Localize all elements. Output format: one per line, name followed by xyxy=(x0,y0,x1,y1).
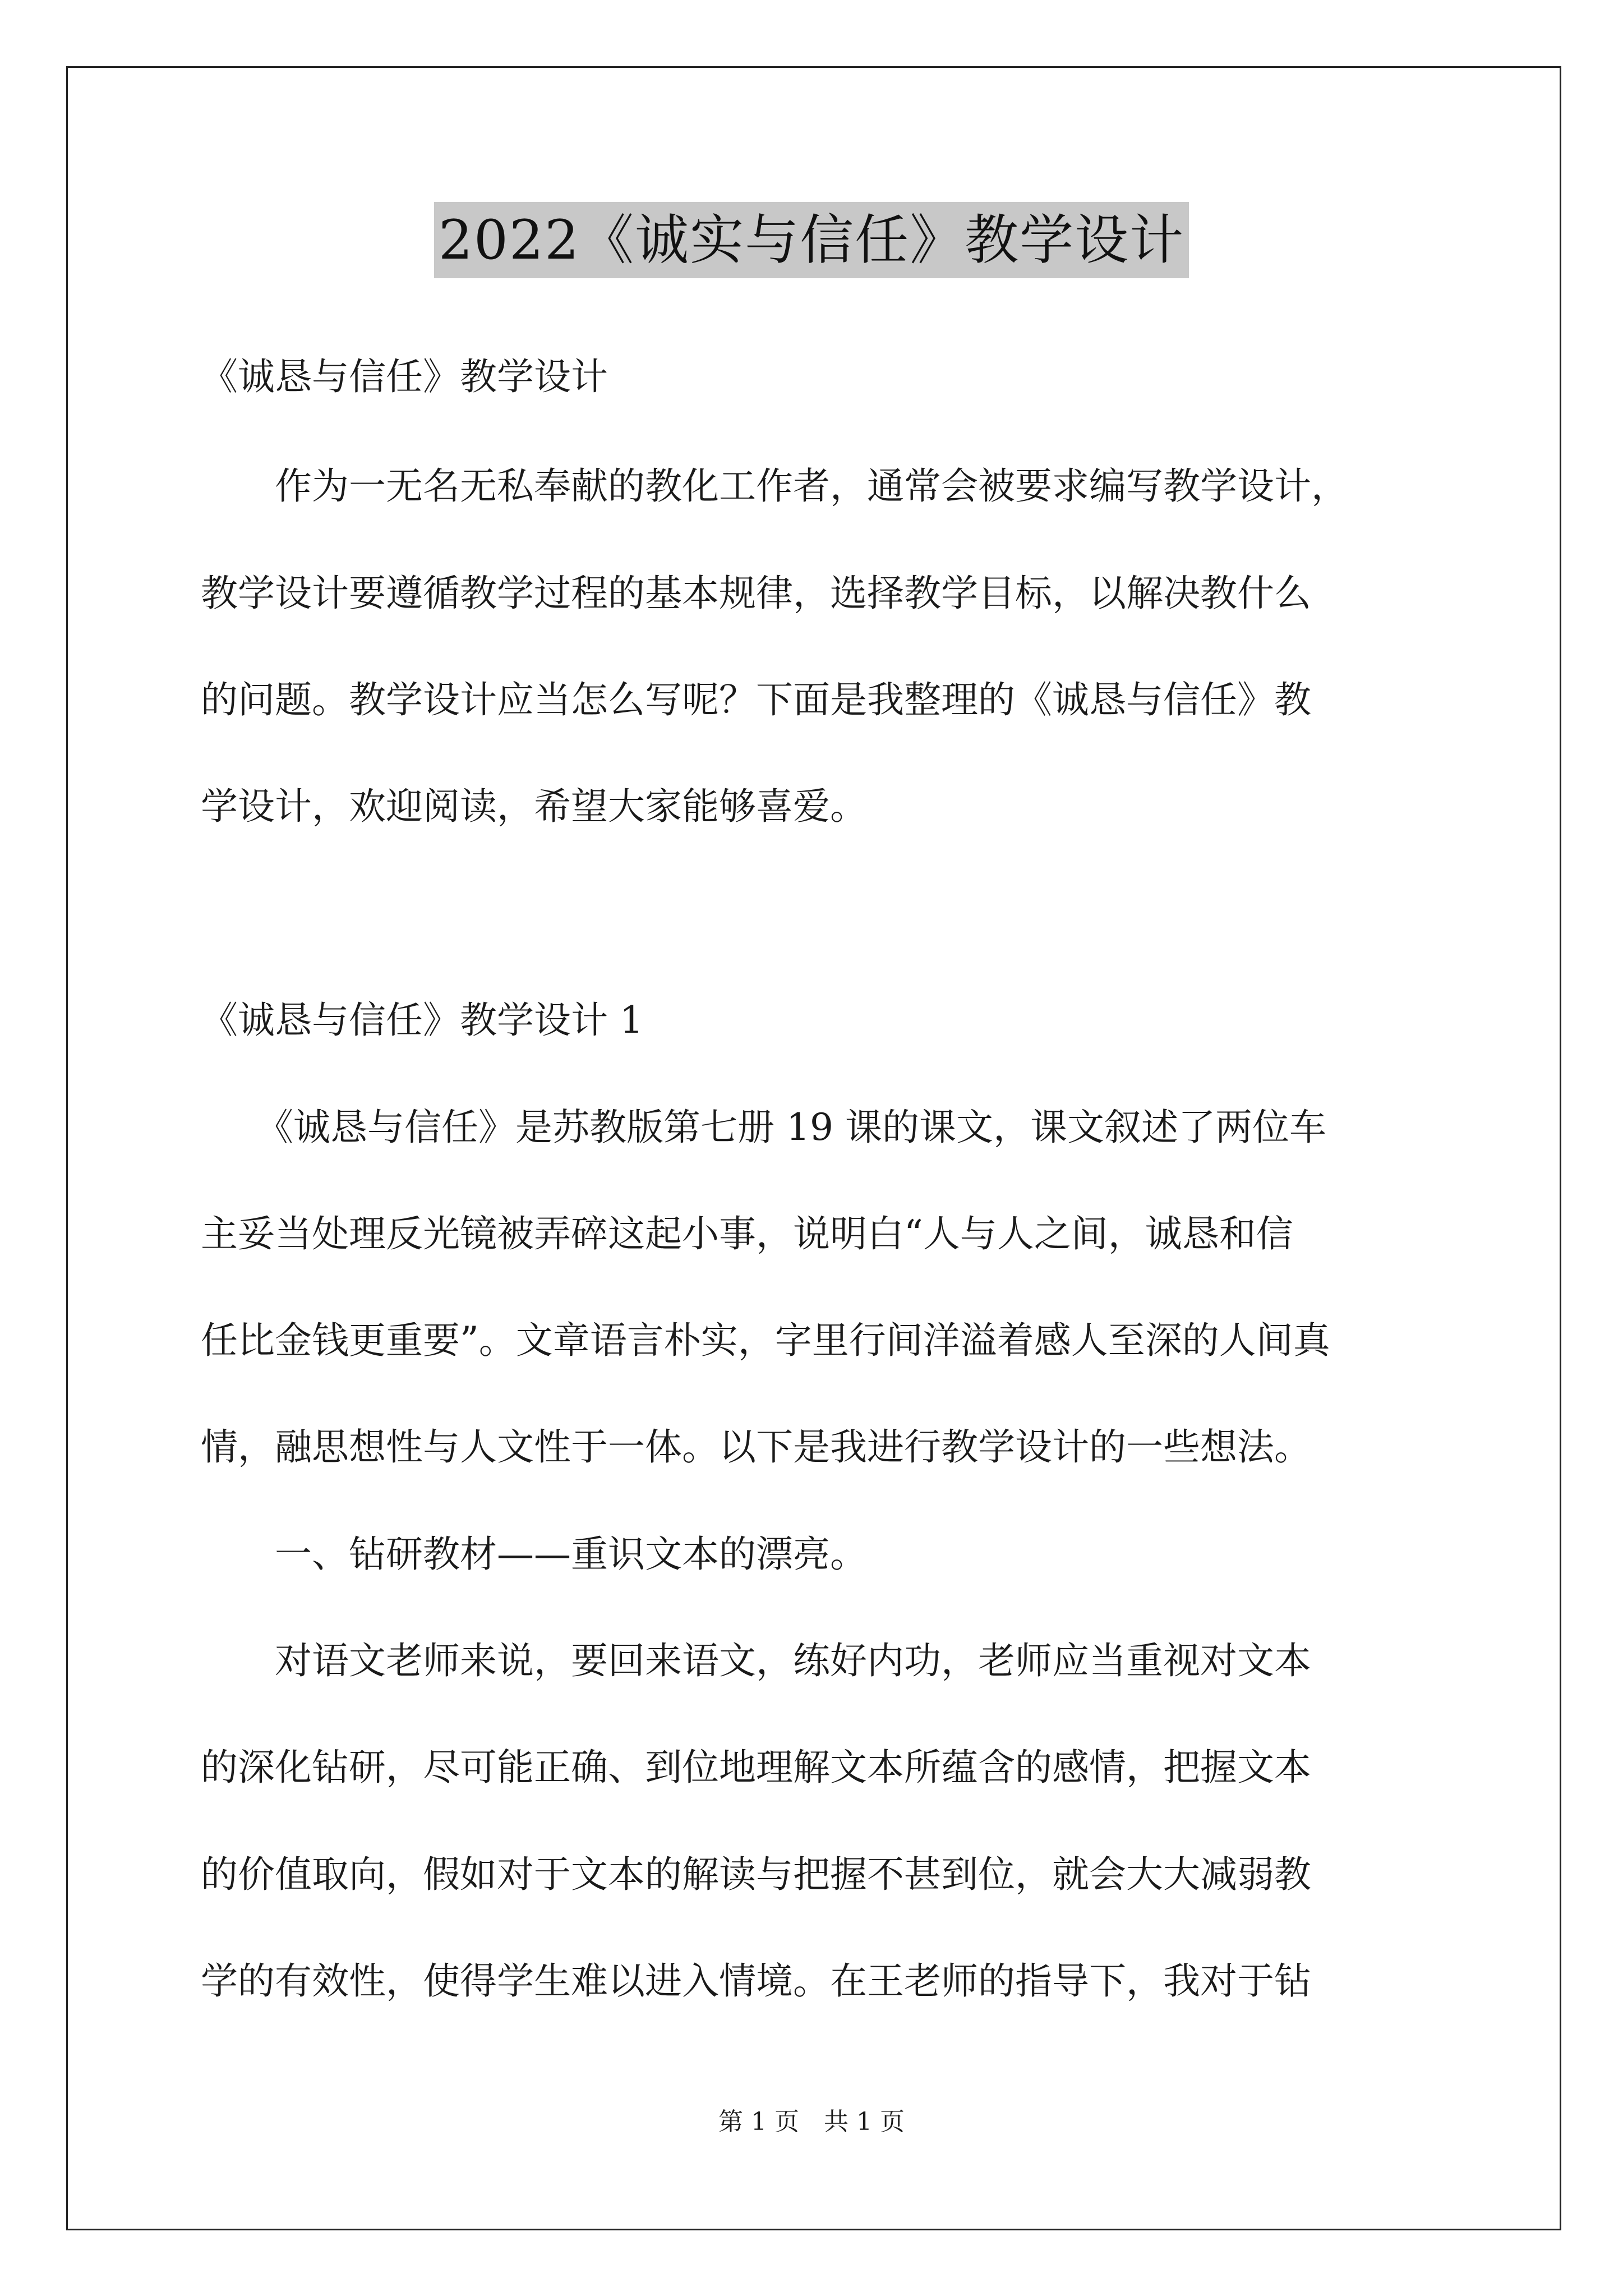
document-title: 2022《诚实与信任》教学设计 xyxy=(434,202,1189,278)
body-line-2: 主妥当处理反光镜被弄碎这起小事，说明白“人与人之间，诚恳和信 xyxy=(201,1212,1293,1255)
intro-line-2: 教学设计要遵循教学过程的基本规律，选择教学目标，以解决教什么 xyxy=(201,572,1311,615)
section-heading: 《诚恳与信任》教学设计 1 xyxy=(201,999,643,1042)
body-line-9: 学的有效性，使得学生难以进入情境。在王老师的指导下，我对于钻 xyxy=(201,1959,1311,2003)
intro-line-4: 学设计，欢迎阅读，希望大家能够喜爱。 xyxy=(201,785,867,828)
intro-line-1: 作为一无名无私奉献的教化工作者，通常会被要求编写教学设计， xyxy=(201,464,1348,508)
body-line-5: 一、钻研教材——重识文本的漂亮。 xyxy=(201,1533,867,1576)
body-line-1: 《诚恳与信任》是苏教版第七册 19 课的课文，课文叙述了两位车 xyxy=(201,1106,1326,1149)
body-line-3: 任比金钱更重要”。文章语言朴实，字里行间洋溢着感人至深的人间真 xyxy=(201,1319,1330,1362)
title-container xyxy=(0,202,1623,278)
document-subtitle: 《诚恳与信任》教学设计 xyxy=(201,355,608,398)
body-line-4: 情，融思想性与人文性于一体。以下是我进行教学设计的一些想法。 xyxy=(201,1425,1311,1469)
body-line-6: 对语文老师来说，要回来语文，练好内功，老师应当重视对文本 xyxy=(201,1639,1311,1682)
body-line-8: 的价值取向，假如对于文本的解读与把握不甚到位，就会大大减弱教 xyxy=(201,1853,1311,1896)
intro-line-3: 的问题。教学设计应当怎么写呢？下面是我整理的《诚恳与信任》教 xyxy=(201,678,1311,721)
body-line-7: 的深化钻研，尽可能正确、到位地理解文本所蕴含的感情，把握文本 xyxy=(201,1746,1311,1789)
page-footer: 第 1 页 共 1 页 xyxy=(718,2108,905,2136)
